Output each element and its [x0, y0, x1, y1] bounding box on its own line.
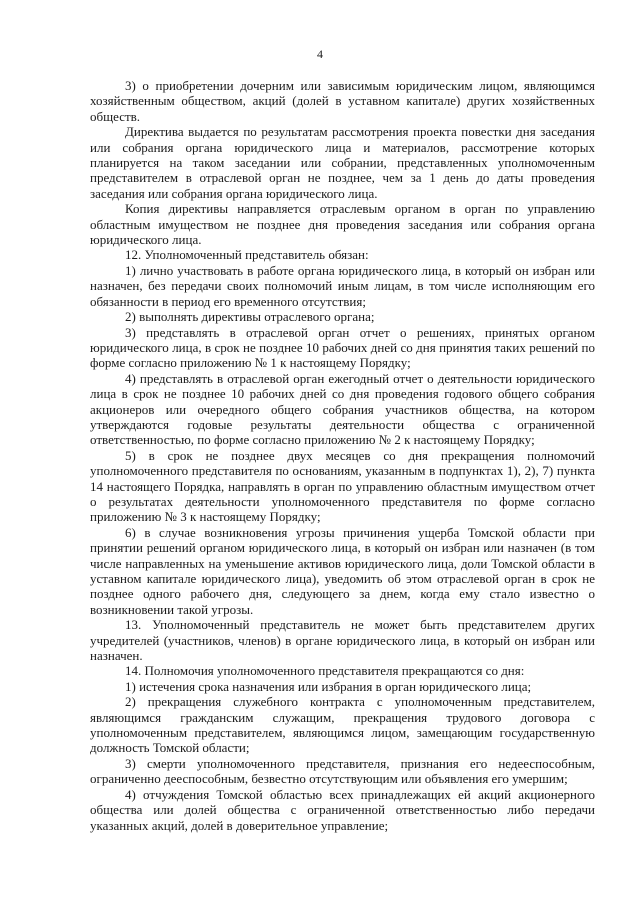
- paragraph: 4) отчуждения Томской областью всех принадлежащих ей акций акционерного общества или долей общества с ограниченной ответственностью либо передачи указанных акций, долей в доверительное управление;: [90, 786, 595, 833]
- page-number: 4: [317, 47, 323, 61]
- paragraph: 3) представлять в отраслевой орган отчет о решениях, принятых органом юридического лица, в срок не позднее 10 рабочих дней со дня принятия таких решений по форме согласно приложению № 1 к настоящему Порядку;: [90, 324, 595, 371]
- paragraph: 13. Уполномоченный представитель не может быть представителем других учредителей (участников, членов) в органе юридического лица, в который он избран или назначен.: [90, 617, 595, 664]
- document-body: [90, 78, 595, 833]
- paragraph: Директива выдается по результатам рассмотрения проекта повестки дня заседания или собрания органа юридического лица и материалов, рассмотрение которых планируется на таком заседании или собрании, представленных уполномоченным представителем в отраслевой орган не позднее, чем за 1 день до даты проведения заседания или собрания органа юридического лица.: [90, 124, 595, 201]
- paragraph: 1) лично участвовать в работе органа юридического лица, в который он избран или назначен, без передачи своих полномочий иным лицам, в том числе исполняющим его обязанности в период его временного отсутствия;: [90, 262, 595, 309]
- paragraph: 4) представлять в отраслевой орган ежегодный отчет о деятельности юридического лица в срок не позднее 10 рабочих дней со дня проведения годового общего собрания акционеров или очередного общего собрания участников общества, на котором утверждаются годовые результаты деятельности общества с ограниченной ответственностью, по форме согласно приложению № 2 к настоящему Порядку;: [90, 370, 595, 448]
- paragraph: 2) выполнять директивы отраслевого органа;: [125, 309, 375, 325]
- section-heading: 12. Уполномоченный представитель обязан:: [125, 247, 369, 263]
- paragraph: 3) о приобретении дочерним или зависимым юридическим лицом, являющимся хозяйственным обществом, акций (долей в уставном капитале) других хозяйственных обществ.: [90, 78, 595, 124]
- paragraph: Копия директивы направляется отраслевым органом в орган по управлению областным имуществом не позднее дня проведения заседания или собрания органа юридического лица.: [90, 201, 595, 248]
- paragraph: 1) истечения срока назначения или избрания в орган юридического лица;: [125, 678, 532, 694]
- paragraph: 5) в срок не позднее двух месяцев со дня прекращения полномочий уполномоченного представителя по основаниям, указанным в подпунктах 1), 2), 7) пункта 14 настоящего Порядка, направлять в орган по управлению областным имуществом отчет о результатах деятельности уполномоченного представителя по форме согласно приложению № 3 к настоящему Порядку;: [90, 447, 595, 525]
- paragraph: 3) смерти уполномоченного представителя, признания его недееспособным, ограниченно дееспособным, безвестно отсутствующим или объявления его умершим;: [90, 755, 595, 787]
- section-heading: 14. Полномочия уполномоченного представителя прекращаются со дня:: [125, 663, 525, 679]
- paragraph: 2) прекращения служебного контракта с уполномоченным представителем, являющимся гражданским служащим, прекращения трудового договора с уполномоченным представителем, являющимся лицом, замещающим государственную должность Томской области;: [90, 694, 595, 756]
- paragraph: 6) в случае возникновения угрозы причинения ущерба Томской области при принятии решений органом юридического лица, в который он избран или назначен (в том числе направленных на уменьшение активов юридического лица, доли Томской области в уставном капитале юридического лица), уведомить об этом отраслевой орган в срок не позднее одного рабочего дня, следующего за днем, когда ему стало известно о возникновении такой угрозы.: [90, 524, 595, 617]
